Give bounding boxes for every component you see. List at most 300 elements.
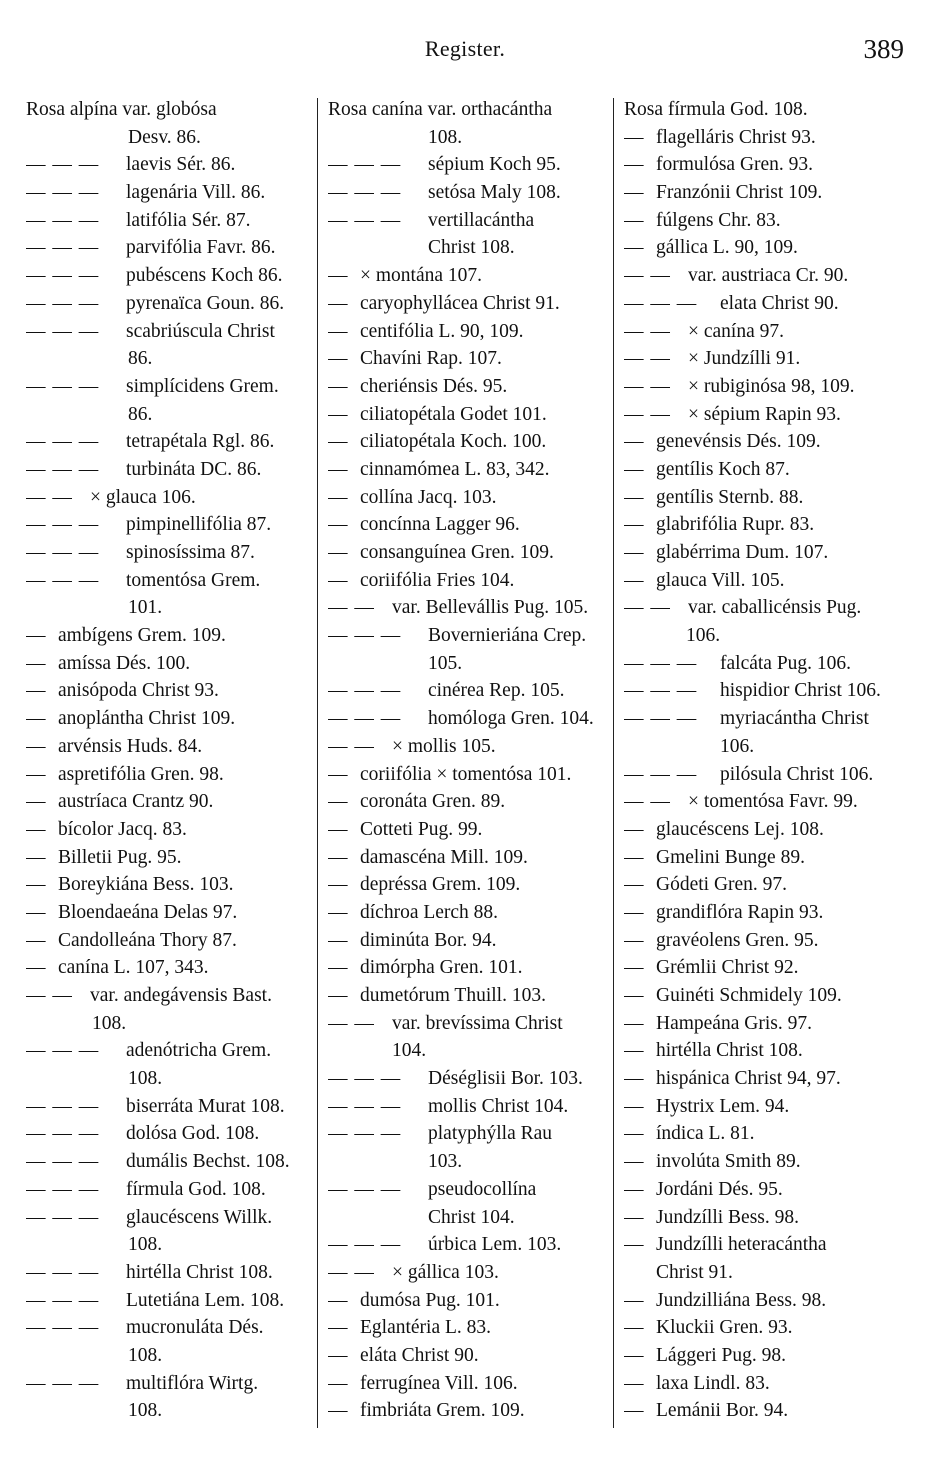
index-entry — [624, 1176, 916, 1204]
entry-text: latifólia Sér. 87. — [126, 209, 251, 231]
entry-text: Jundzílli Bess. 98. — [656, 1206, 800, 1228]
index-entry — [624, 1259, 916, 1287]
entry-text: Hampeána Gris. 97. — [656, 1012, 812, 1034]
repeat-dash-marker: — — [26, 901, 47, 923]
index-entry — [26, 1037, 314, 1065]
index-entry — [624, 954, 916, 982]
repeat-dash-marker: — — — — [26, 1095, 100, 1117]
index-entry — [26, 761, 314, 789]
entry-text: Eglantéria L. 83. — [360, 1317, 492, 1339]
repeat-dash-marker: — — — [624, 791, 671, 813]
entry-text: × gállica 103. — [392, 1261, 499, 1283]
repeat-dash-marker: — — [624, 1289, 645, 1311]
repeat-dash-marker: — — [328, 1289, 349, 1311]
index-entry — [26, 954, 314, 982]
index-entry — [26, 511, 314, 539]
entry-text: var. austriaca Cr. 90. — [688, 265, 849, 287]
entry-text: fimbriáta Grem. 109. — [360, 1400, 525, 1422]
index-entry — [328, 954, 612, 982]
entry-text: damascéna Mill. 109. — [360, 846, 528, 868]
repeat-dash-marker: — — [624, 1012, 645, 1034]
index-entry — [26, 982, 314, 1010]
index-entry — [328, 622, 612, 650]
entry-text: 108. — [128, 1344, 163, 1366]
index-entry — [624, 1065, 916, 1093]
index-entry — [624, 290, 916, 318]
entry-text: tetrapétala Rgl. 86. — [126, 431, 275, 453]
entry-text: Kluckii Gren. 93. — [656, 1317, 793, 1339]
index-entry — [328, 1148, 612, 1176]
index-entry — [26, 871, 314, 899]
repeat-dash-marker: — — — — [624, 292, 698, 314]
entry-text: Jundzilliána Bess. 98. — [656, 1289, 827, 1311]
index-entry — [26, 207, 314, 235]
repeat-dash-marker: — — — — [624, 708, 698, 730]
entry-text: hirtélla Christ 108. — [126, 1261, 273, 1283]
repeat-dash-marker: — — [328, 403, 349, 425]
entry-text: Billetii Pug. 95. — [58, 846, 182, 868]
repeat-dash-marker: — — [624, 1206, 645, 1228]
repeat-dash-marker: — — [328, 1400, 349, 1422]
repeat-dash-marker: — — — [328, 1261, 375, 1283]
entry-text: dolósa God. 108. — [126, 1123, 260, 1145]
entry-text: cheriénsis Dés. 95. — [360, 375, 508, 397]
repeat-dash-marker: — — — [328, 1012, 375, 1034]
index-entry — [328, 511, 612, 539]
index-entry — [624, 982, 916, 1010]
entry-text: vertillacántha — [428, 209, 535, 231]
repeat-dash-marker: — — [624, 818, 645, 840]
repeat-dash-marker: — — [624, 458, 645, 480]
page-number: 389 — [863, 34, 904, 64]
index-entry — [26, 290, 314, 318]
repeat-dash-marker: — — — — [26, 237, 100, 259]
entry-text: × montána 107. — [360, 265, 483, 287]
index-entry — [328, 484, 612, 512]
repeat-dash-marker: — — [328, 818, 349, 840]
repeat-dash-marker: — — [624, 957, 645, 979]
entry-text: dumetórum Thuill. 103. — [360, 985, 546, 1006]
page-header — [0, 36, 930, 72]
index-entry — [624, 1148, 916, 1176]
entry-text: lagenária Vill. 86. — [126, 182, 266, 204]
repeat-dash-marker: — — — [624, 348, 671, 370]
repeat-dash-marker: — — [624, 1068, 645, 1090]
entry-text: ciliatopétala Koch. 100. — [360, 431, 547, 453]
entry-text: genevénsis Dés. 109. — [656, 431, 821, 453]
entry-text: homóloga Gren. 104. — [428, 708, 594, 730]
index-entry — [328, 1397, 612, 1425]
index-entry — [328, 650, 612, 678]
entry-text: var. caballicénsis Pug. — [688, 597, 862, 619]
index-entry — [26, 788, 314, 816]
repeat-dash-marker: — — — [624, 375, 671, 397]
entry-text: Jundzílli heteracántha — [656, 1234, 827, 1256]
entry-text: eláta Christ 90. — [360, 1344, 479, 1366]
index-entry — [26, 1314, 314, 1342]
index-entry — [26, 1259, 314, 1287]
index-entry — [624, 1287, 916, 1315]
entry-text: laxa Lindl. 83. — [656, 1372, 770, 1394]
repeat-dash-marker: — — — — [26, 375, 100, 397]
repeat-dash-marker: — — — — [26, 1317, 100, 1339]
entry-text: austríaca Crantz 90. — [58, 791, 214, 813]
index-entry — [26, 234, 314, 262]
index-entry — [624, 539, 916, 567]
index-entry — [624, 1010, 916, 1038]
index-entry — [26, 124, 314, 152]
repeat-dash-marker: — — [624, 1372, 645, 1394]
entry-text: biserráta Murat 108. — [126, 1095, 285, 1117]
entry-text: úrbica Lem. 103. — [428, 1234, 562, 1256]
repeat-dash-marker: — — — — [328, 1178, 402, 1200]
index-entry — [624, 1370, 916, 1398]
repeat-dash-marker: — — [26, 763, 47, 785]
index-entry — [624, 1342, 916, 1370]
index-entry — [328, 816, 612, 844]
index-entry — [328, 345, 612, 373]
entry-text: 108. — [128, 1068, 163, 1090]
repeat-dash-marker: — — [624, 874, 645, 896]
index-entry — [26, 262, 314, 290]
index-entry — [624, 373, 916, 401]
index-entry — [26, 373, 314, 401]
index-entry — [328, 96, 612, 124]
repeat-dash-marker: — — — — [328, 209, 402, 231]
index-entry — [328, 927, 612, 955]
index-entry — [328, 539, 612, 567]
entry-text: hirtélla Christ 108. — [656, 1040, 803, 1062]
entry-text: cinnamómea L. 83, 342. — [360, 458, 550, 480]
entry-text: canína L. 107, 343. — [58, 957, 209, 979]
index-entry — [328, 1204, 612, 1232]
repeat-dash-marker: — — — — [26, 1372, 100, 1394]
entry-text: glaucéscens Willk. — [126, 1206, 273, 1228]
entry-text: anoplántha Christ 109. — [58, 708, 236, 730]
entry-text: 106. — [720, 735, 755, 757]
index-entry — [624, 428, 916, 456]
index-entry — [624, 622, 916, 650]
repeat-dash-marker: — — [26, 652, 47, 674]
entry-text: hispánica Christ 94, 97. — [656, 1068, 841, 1090]
index-entry — [26, 345, 314, 373]
index-entry — [624, 816, 916, 844]
entry-text: myriacántha Christ — [720, 708, 869, 730]
entry-text: Chavíni Rap. 107. — [360, 348, 502, 370]
entry-text: coronáta Gren. 89. — [360, 791, 506, 813]
entry-text: parvifólia Favr. 86. — [126, 237, 276, 259]
index-entry — [624, 318, 916, 346]
repeat-dash-marker: — — [328, 265, 349, 287]
repeat-dash-marker: — — [26, 846, 47, 868]
index-entry — [26, 594, 314, 622]
entry-text: Desv. 86. — [128, 126, 201, 148]
entry-text: grandiflóra Rapin 93. — [656, 901, 824, 923]
entry-text: Lemánii Bor. 94. — [656, 1400, 789, 1422]
index-entry — [624, 179, 916, 207]
entry-text: glaucéscens Lej. 108. — [656, 818, 824, 840]
index-entry — [328, 1342, 612, 1370]
repeat-dash-marker: — — — — [328, 1068, 402, 1090]
index-entry — [328, 705, 612, 733]
repeat-dash-marker: — — [624, 901, 645, 923]
entry-text: involúta Smith 89. — [656, 1151, 801, 1173]
index-entry — [624, 705, 916, 733]
repeat-dash-marker: — — — — [26, 431, 100, 453]
repeat-dash-marker: — — [328, 901, 349, 923]
entry-text: Gmelini Bunge 89. — [656, 846, 805, 868]
entry-text: ambígens Grem. 109. — [58, 625, 226, 647]
index-entry — [624, 788, 916, 816]
entry-text: pubéscens Koch 86. — [126, 265, 283, 287]
index-entry — [624, 871, 916, 899]
entry-text: pilósula Christ 106. — [720, 763, 874, 785]
repeat-dash-marker: — — [624, 985, 645, 1006]
entry-text: scabriúscula Christ — [126, 320, 275, 342]
repeat-dash-marker: — — [624, 846, 645, 868]
entry-text: × sépium Rapin 93. — [688, 403, 841, 425]
entry-text: pseudocollína — [428, 1178, 537, 1200]
index-entry — [26, 733, 314, 761]
repeat-dash-marker: — — [328, 514, 349, 536]
entry-text: collína Jacq. 103. — [360, 486, 497, 508]
entry-text: Bloendaeána Delas 97. — [58, 901, 238, 923]
repeat-dash-marker: — — [328, 348, 349, 370]
entry-text: aspretifólia Gren. 98. — [58, 763, 224, 785]
index-entry — [26, 1231, 314, 1259]
entry-text: 86. — [128, 348, 153, 370]
index-entry — [328, 761, 612, 789]
index-entry — [26, 622, 314, 650]
index-entry — [624, 567, 916, 595]
repeat-dash-marker: — — — — [624, 763, 698, 785]
repeat-dash-marker: — — — — [26, 458, 100, 480]
index-entry — [26, 705, 314, 733]
index-entry — [26, 456, 314, 484]
repeat-dash-marker: — — — — [624, 680, 698, 702]
repeat-dash-marker: — — [26, 929, 47, 951]
entry-text: 101. — [128, 597, 163, 619]
entry-text: Déséglisii Bor. 103. — [428, 1068, 583, 1090]
repeat-dash-marker: — — [624, 126, 645, 148]
entry-text: 108. — [92, 1012, 127, 1034]
repeat-dash-marker: — — [328, 1344, 349, 1366]
entry-text: dimórpha Gren. 101. — [360, 957, 523, 979]
repeat-dash-marker: — — — — [26, 1040, 100, 1062]
index-entry — [624, 650, 916, 678]
entry-text: gravéolens Gren. 95. — [656, 929, 819, 951]
index-column-1 — [26, 96, 314, 1425]
index-entry — [328, 844, 612, 872]
entry-text: dumális Bechst. 108. — [126, 1151, 290, 1173]
repeat-dash-marker: — — — — [328, 182, 402, 204]
index-entry — [624, 96, 916, 124]
entry-text: bícolor Jacq. 83. — [58, 818, 187, 840]
index-entry — [624, 484, 916, 512]
entry-text: glabrifólia Rupr. 83. — [656, 514, 815, 536]
index-entry — [26, 1204, 314, 1232]
index-entry — [624, 1314, 916, 1342]
index-entry — [328, 1093, 612, 1121]
repeat-dash-marker: — — [624, 1400, 645, 1422]
entry-text: 108. — [128, 1400, 163, 1422]
index-entry — [26, 1120, 314, 1148]
entry-text: flagelláris Christ 93. — [656, 126, 816, 148]
index-entry — [624, 1204, 916, 1232]
entry-text: glauca Vill. 105. — [656, 569, 785, 591]
index-entry — [328, 1370, 612, 1398]
entry-text: simplícidens Grem. — [126, 375, 279, 397]
entry-text: gentílis Koch 87. — [656, 458, 790, 480]
index-entry — [328, 124, 612, 152]
index-entry — [26, 816, 314, 844]
index-entry — [26, 567, 314, 595]
index-entry — [328, 401, 612, 429]
entry-text: Guinéti Schmidely 109. — [656, 985, 842, 1006]
entry-text: caryophyllácea Christ 91. — [360, 292, 560, 314]
index-entry — [624, 456, 916, 484]
entry-text: var. brevíssima Christ — [392, 1012, 563, 1034]
index-entry — [26, 428, 314, 456]
index-entry — [26, 844, 314, 872]
entry-text: setósa Maly 108. — [428, 182, 561, 204]
repeat-dash-marker: — — [328, 985, 349, 1006]
index-entry — [26, 899, 314, 927]
index-entry — [26, 96, 314, 124]
index-entry — [328, 428, 612, 456]
index-entry — [328, 788, 612, 816]
index-entry — [328, 151, 612, 179]
index-entry — [328, 318, 612, 346]
index-entry — [328, 1314, 612, 1342]
index-entry — [624, 844, 916, 872]
repeat-dash-marker: — — [328, 375, 349, 397]
repeat-dash-marker: — — — — [328, 625, 402, 647]
index-entry — [26, 1093, 314, 1121]
repeat-dash-marker: — — — [624, 597, 671, 619]
entry-text: Franzónii Christ 109. — [656, 182, 823, 204]
index-entry — [26, 1065, 314, 1093]
index-entry — [26, 179, 314, 207]
index-column-3 — [624, 96, 916, 1425]
repeat-dash-marker: — — — — [328, 1234, 402, 1256]
repeat-dash-marker: — — — — [26, 1151, 100, 1173]
index-entry — [328, 594, 612, 622]
index-entry — [26, 401, 314, 429]
index-entry — [624, 345, 916, 373]
repeat-dash-marker: — — — — [26, 1261, 100, 1283]
index-entry — [328, 899, 612, 927]
entry-text: fúlgens Chr. 83. — [656, 209, 781, 231]
entry-text: var. andegávensis Bast. — [90, 985, 272, 1006]
repeat-dash-marker: — — — — [328, 1095, 402, 1117]
column-divider — [317, 98, 318, 1428]
repeat-dash-marker: — — — [328, 597, 375, 619]
repeat-dash-marker: — — [624, 209, 645, 231]
repeat-dash-marker: — — [624, 1317, 645, 1339]
repeat-dash-marker: — — [624, 1040, 645, 1062]
entry-text: Rosa fírmula God. 108. — [624, 99, 808, 120]
repeat-dash-marker: — — [26, 708, 47, 730]
entry-text: Bovernieriána Crep. — [428, 625, 587, 647]
repeat-dash-marker: — — [26, 680, 47, 702]
entry-text: Christ 91. — [656, 1261, 733, 1283]
index-entry — [26, 650, 314, 678]
repeat-dash-marker: — — [26, 791, 47, 813]
entry-text: Boreykiána Bess. 103. — [58, 874, 234, 896]
entry-text: × glauca 106. — [90, 486, 196, 508]
index-entry — [26, 318, 314, 346]
entry-text: tomentósa Grem. — [126, 569, 261, 591]
entry-text: fírmula God. 108. — [126, 1178, 266, 1200]
index-entry — [624, 733, 916, 761]
index-entry — [328, 1037, 612, 1065]
repeat-dash-marker: — — — — [26, 1123, 100, 1145]
entry-text: glabérrima Dum. 107. — [656, 542, 829, 563]
repeat-dash-marker: — — [624, 431, 645, 453]
repeat-dash-marker: — — [328, 957, 349, 979]
index-entry — [328, 262, 612, 290]
entry-text: adenótricha Grem. — [126, 1040, 272, 1062]
index-entry — [328, 179, 612, 207]
index-entry — [26, 1342, 314, 1370]
repeat-dash-marker: — — — — [26, 1289, 100, 1311]
repeat-dash-marker: — — [624, 1151, 645, 1173]
repeat-dash-marker: — — [624, 514, 645, 536]
index-entry — [26, 1010, 314, 1038]
index-entry — [328, 290, 612, 318]
entry-text: × rubiginósa 98, 109. — [688, 375, 855, 397]
index-entry — [624, 1231, 916, 1259]
entry-text: índica L. 81. — [656, 1123, 755, 1145]
index-entry — [328, 733, 612, 761]
index-entry — [26, 927, 314, 955]
index-entry — [624, 511, 916, 539]
entry-text: 103. — [428, 1151, 463, 1173]
entry-text: pyrenaïca Goun. 86. — [126, 292, 285, 314]
index-entry — [26, 539, 314, 567]
entry-text: consanguínea Gren. 109. — [360, 542, 554, 563]
entry-text: mollis Christ 104. — [428, 1095, 569, 1117]
index-entry — [624, 677, 916, 705]
entry-text: gentílis Sternb. 88. — [656, 486, 804, 508]
repeat-dash-marker: — — [328, 320, 349, 342]
repeat-dash-marker: — — [328, 569, 349, 591]
entry-text: var. Bellevállis Pug. 105. — [392, 597, 589, 619]
index-entry — [328, 207, 612, 235]
entry-text: platyphýlla Rau — [428, 1123, 553, 1145]
repeat-dash-marker: — — [26, 818, 47, 840]
index-entry — [328, 1259, 612, 1287]
repeat-dash-marker: — — — [328, 735, 375, 757]
entry-text: díchroa Lerch 88. — [360, 901, 499, 923]
entry-text: diminúta Bor. 94. — [360, 929, 497, 951]
repeat-dash-marker: — — — — [26, 514, 100, 536]
repeat-dash-marker: — — [624, 1234, 645, 1256]
index-entry — [328, 234, 612, 262]
entry-text: Rosa alpína var. globósa — [26, 99, 217, 120]
index-entry — [624, 899, 916, 927]
entry-text: multiflóra Wirtg. — [126, 1372, 259, 1394]
index-entry — [328, 1176, 612, 1204]
entry-text: elata Christ 90. — [720, 292, 839, 314]
entry-text: anisópoda Christ 93. — [58, 680, 219, 702]
entry-text: laevis Sér. 86. — [126, 154, 236, 176]
repeat-dash-marker: — — [624, 237, 645, 259]
index-entry — [328, 1231, 612, 1259]
entry-text: 108. — [128, 1234, 163, 1256]
index-entry — [328, 1287, 612, 1315]
